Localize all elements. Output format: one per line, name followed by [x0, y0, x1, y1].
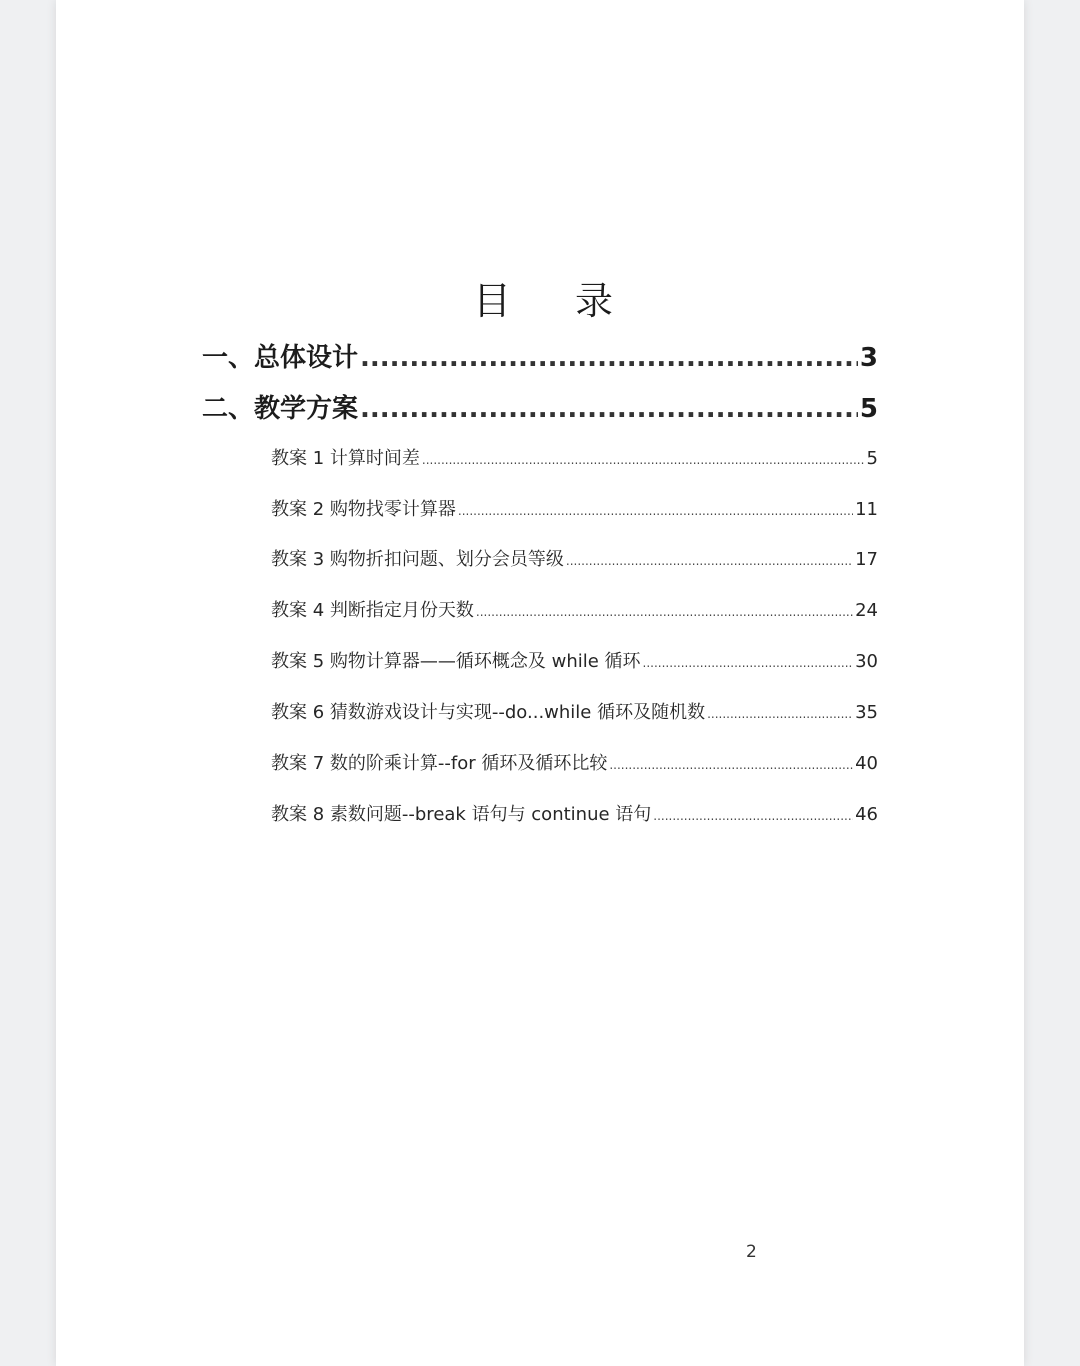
- toc-entry-label: 教案 1 计算时间差: [271, 448, 420, 469]
- toc-entry-label: 教案 7 数的阶乘计算--for 循环及循环比较: [271, 753, 608, 774]
- toc-leader-dots: [360, 340, 858, 376]
- toc-entry-label: 教案 2 购物找零计算器: [271, 499, 456, 520]
- toc-entry-label: 教案 8 素数问题--break 语句与 continue 语句: [271, 804, 652, 825]
- toc-entry-2[interactable]: [271, 496, 878, 524]
- document-page: [56, 0, 1024, 1366]
- toc-leader-dots: [643, 649, 854, 677]
- toc-entry-label: 教案 5 购物计算器——循环概念及 while 循环: [271, 651, 641, 672]
- toc-entry-page: 11: [855, 499, 878, 520]
- toc-entry-3[interactable]: [271, 546, 878, 574]
- toc-entry-page: 30: [855, 651, 878, 672]
- toc-entry-label: 教案 3 购物折扣问题、划分会员等级: [271, 549, 564, 570]
- toc-section-label: 一、总体设计: [202, 343, 359, 373]
- toc-leader-dots: [476, 598, 853, 626]
- toc-leader-dots: [422, 446, 865, 474]
- toc-entry-4[interactable]: [271, 597, 878, 625]
- toc-title: 目 录: [472, 279, 640, 323]
- page-number: 2: [746, 1242, 757, 1262]
- toc-entry-page: 46: [855, 804, 878, 825]
- toc-entry-page: 5: [866, 448, 878, 469]
- toc-section-page: 3: [859, 343, 878, 373]
- toc-entry-page: 35: [855, 702, 878, 723]
- toc-entry-6[interactable]: [271, 699, 878, 727]
- toc-entry-label: 教案 6 猜数游戏设计与实现--do...while 循环及随机数: [271, 702, 706, 723]
- toc-entry-8[interactable]: [271, 801, 878, 829]
- toc-entry-page: 40: [855, 753, 878, 774]
- toc-section-teaching-plans[interactable]: [202, 391, 878, 427]
- toc-entry-7[interactable]: [271, 750, 878, 778]
- toc-entry-page: 24: [855, 600, 878, 621]
- toc-leader-dots: [609, 751, 853, 779]
- toc-entry-5[interactable]: [271, 648, 878, 676]
- toc-entry-1[interactable]: [271, 445, 878, 473]
- toc-section-label: 二、教学方案: [202, 394, 359, 424]
- toc-section-page: 5: [859, 394, 878, 424]
- toc-leader-dots: [360, 391, 858, 427]
- toc-section-overall-design[interactable]: [202, 340, 878, 376]
- toc-leader-dots: [707, 700, 853, 728]
- toc-leader-dots: [653, 802, 853, 830]
- toc-leader-dots: [458, 497, 853, 525]
- toc-leader-dots: [566, 547, 853, 575]
- toc-entry-page: 17: [855, 549, 878, 570]
- toc-entry-label: 教案 4 判断指定月份天数: [271, 600, 474, 621]
